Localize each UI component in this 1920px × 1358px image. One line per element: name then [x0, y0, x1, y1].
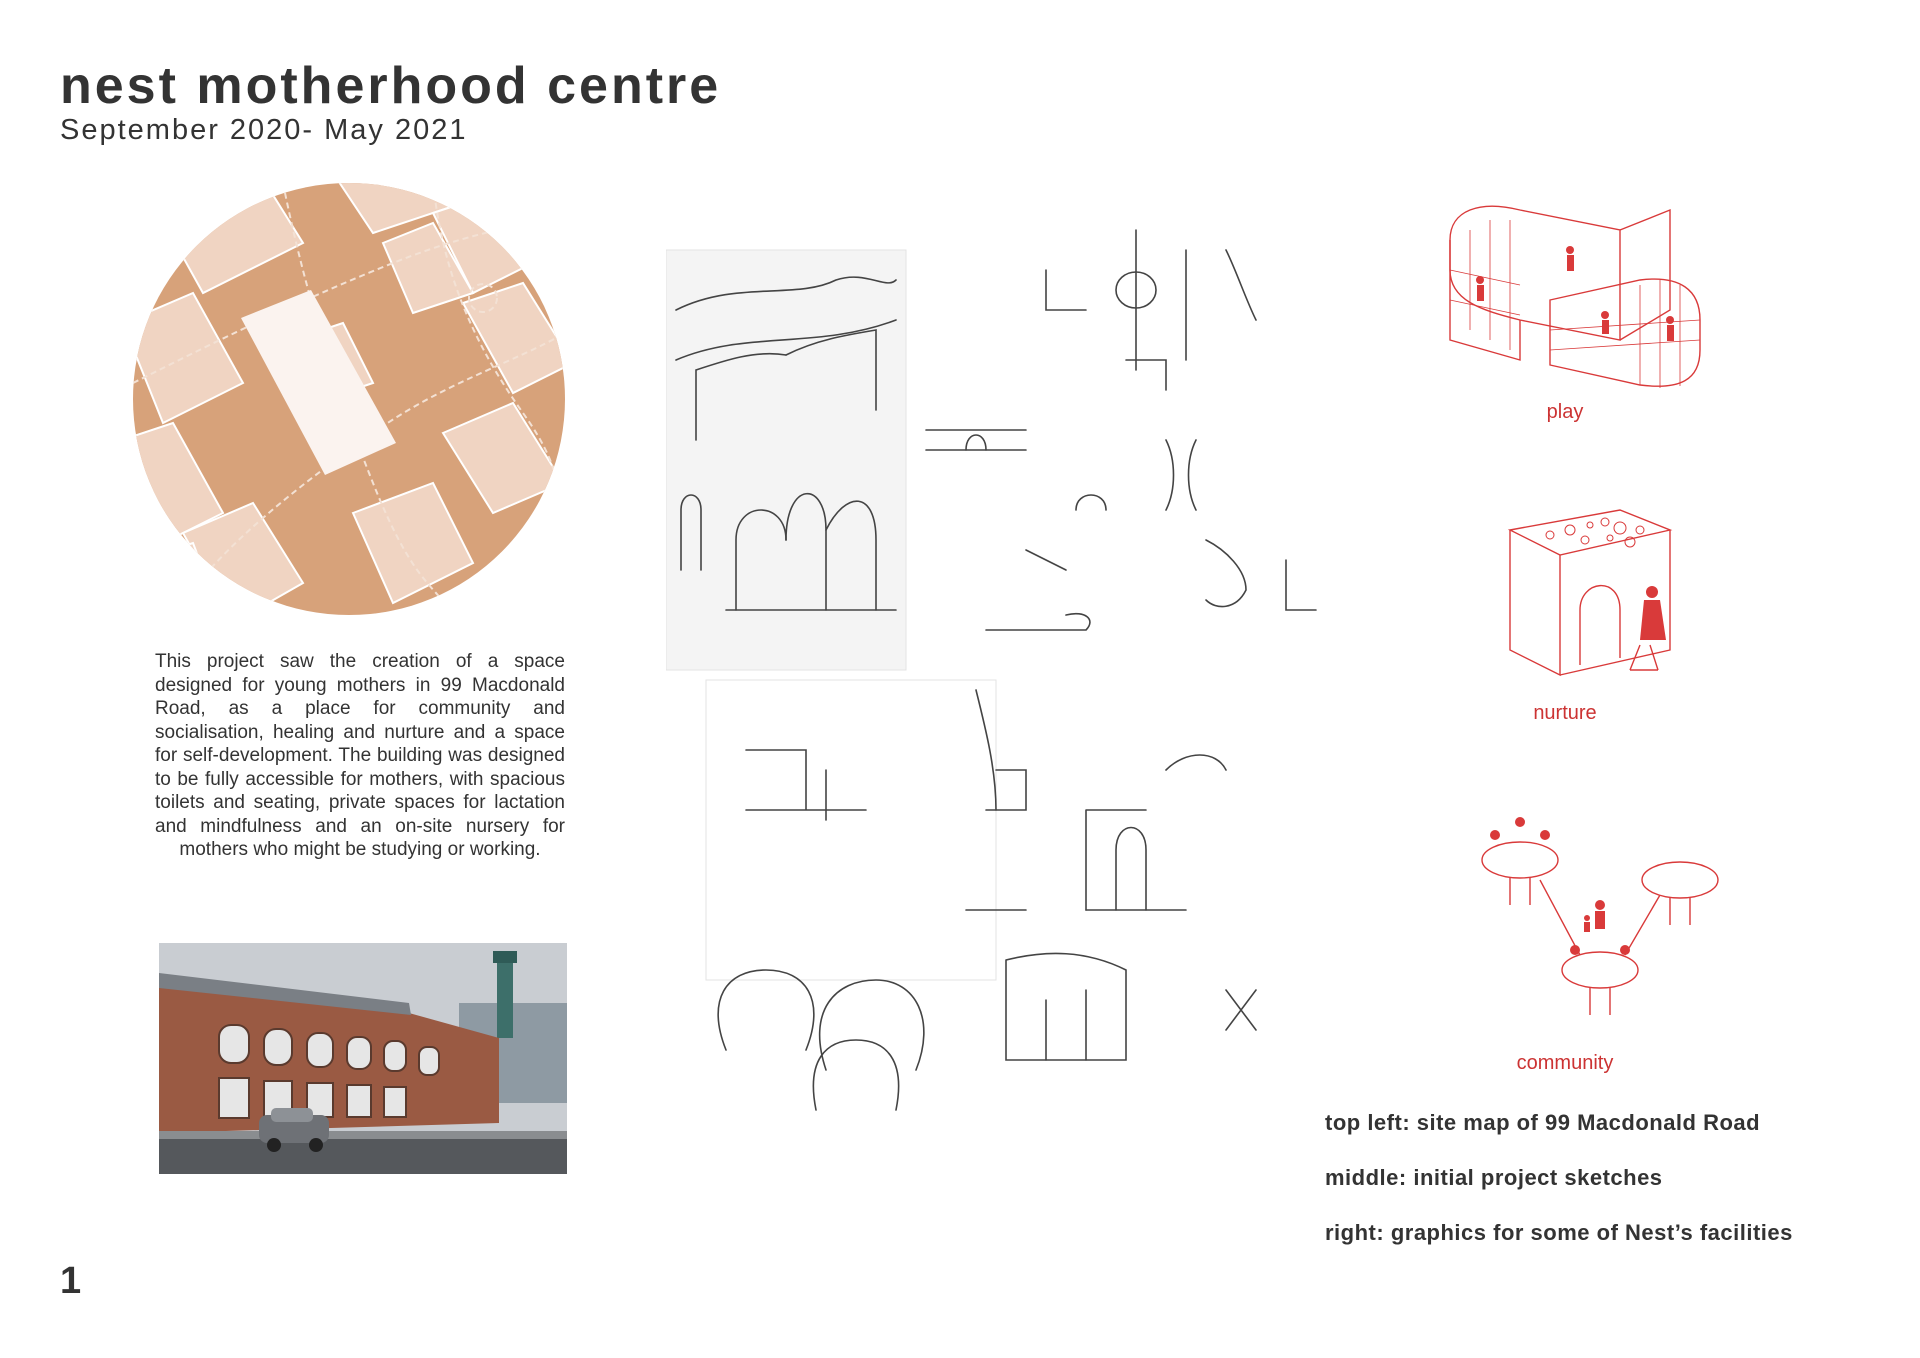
- site-map: [133, 183, 565, 615]
- caption-top-left: top left: site map of 99 Macdonald Road: [1325, 1110, 1761, 1135]
- caption-middle: middle: initial project sketches: [1325, 1165, 1663, 1190]
- date-range: September 2020- May 2021: [60, 114, 468, 146]
- facility-label-nurture: nurture: [1533, 702, 1597, 724]
- facility-label-play: play: [1546, 401, 1584, 423]
- caption-right: right: graphics for some of Nest’s facilities: [1325, 1220, 1793, 1245]
- facility-label-community: community: [1516, 1052, 1614, 1074]
- nurture-graphic: [1490, 480, 1690, 690]
- page-number: 1: [60, 1260, 82, 1302]
- page-title: nest motherhood centre: [60, 57, 722, 115]
- project-description: This project saw the creation of a space designed for young mothers in 99 Macdonald Road, as a place for community and socialisation, healing and nurture and a space for self-development. The building was designed to be fully accessible for mothers, with spacious toilets and seating, private spaces for lactation and mindfulness and an on-site nursery for mothers who might be studying or working.: [155, 651, 565, 860]
- sketches-collage: [666, 210, 1356, 1140]
- play-graphic: [1440, 190, 1710, 400]
- community-graphic: [1450, 810, 1750, 1030]
- building-photo: [159, 943, 567, 1174]
